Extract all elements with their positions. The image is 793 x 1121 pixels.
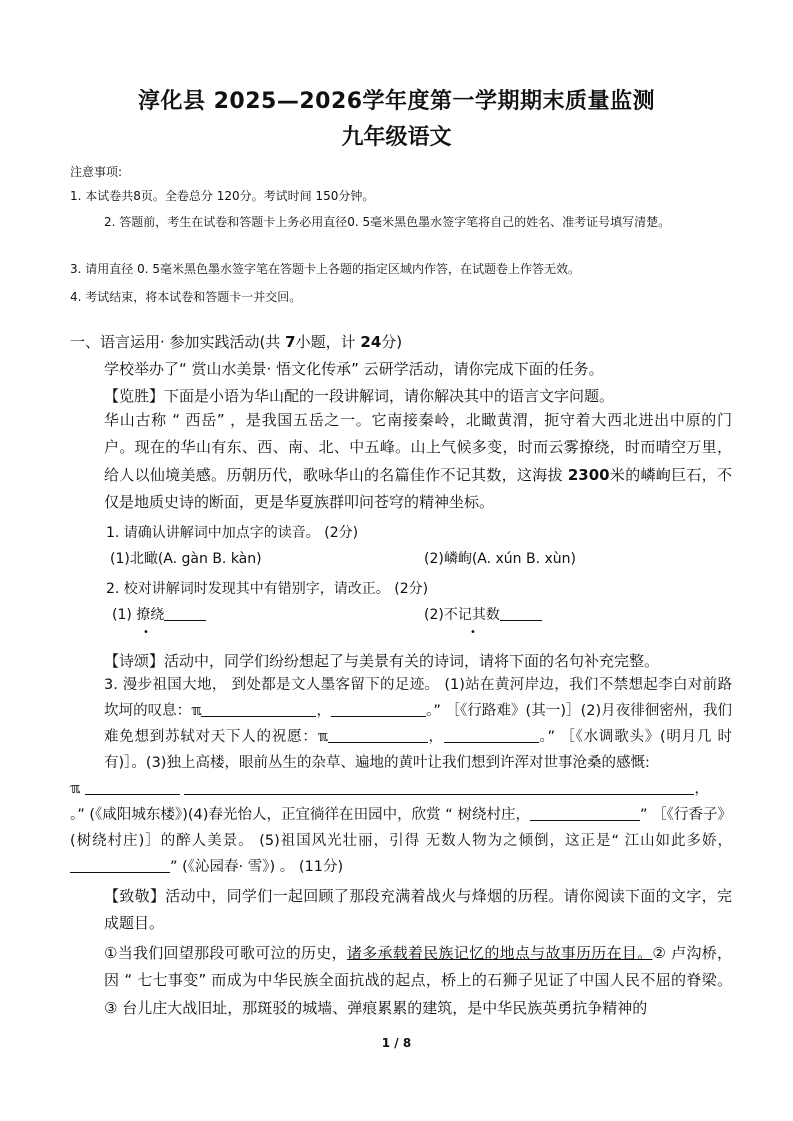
answer-blank[interactable] — [328, 728, 428, 743]
answer-blank[interactable] — [184, 780, 694, 795]
emphasis-dot: • — [470, 627, 476, 638]
notice-item-3: 3. 请用直径 0. 5毫米黑色墨水签字笔在答题卡上各题的指定区域内作答，在试题卷上作答无效。 — [70, 262, 580, 276]
question-2-item-2: (2)不记其数 — [424, 604, 724, 624]
page-title: 淳化县 2025—2026学年度第一学期期末质量监测 — [137, 89, 656, 114]
notice-item-1: 1. 本试卷共8页。全卷总分 120分。考试时间 150分钟。 — [70, 189, 375, 203]
answer-blank[interactable] — [201, 702, 316, 717]
section-heading: 一、语言运用· 参加实践活动(共 7小题，计 24分) — [70, 333, 403, 351]
question-1-option-b: (2)嶙峋(A. xún B. xùn) — [424, 551, 577, 567]
question-3: 3. 漫步祖国大地， 到处都是文人墨客留下的足迹。 (1)站在黄河岸边，我们不禁想起李白对前路坎坷的叹息：ℼ ， 。” ［《行路难》(其一)］(2)月夜徘徊密州，我们难免想到苏轼对天下人的祝愿：ℼ ， 。” ［《水调歌头》(明月几 时有)］。(3)独上高楼，眼前丛生的杂草、遍地的黄叶让我们想到许浑对世事沧桑的感慨: ℼ ， 。” (《咸阳城东楼》)(4)春光怡人，正宜徜徉在田园中，欣赏 “ 树绕村庄， ” ［《行香子》 (树绕村庄)］的醉人美景。 (5)祖国风光壮丽，引得 无数人物为之倾倒，这正是“ 江山如此多娇，” (《沁园春· 雪》) 。 (11分) — [70, 677, 733, 875]
section-intro: 学校举办了“ 赏山水美景· 悟文化传承” 云研学活动，请你完成下面的任务。 — [104, 360, 604, 378]
answer-blank[interactable] — [164, 606, 206, 621]
lansheng-instruction: 【览胜】下面是小语为华山配的一段讲解词，请你解决其中的语言文字问题。 — [104, 387, 615, 405]
huashan-passage: 华山古称 “ 西岳” ，是我国五岳之一。它南接秦岭，北瞰黄渭，扼守着大西北进出中原的门户。现在的华山有东、西、南、北、中五峰。山上气候多变，时而云雾撩绕，时而晴空万里，给人以仙境美感。历朝历代，歌咏华山的名篇佳作不记其数，这海拔 2300米的嶙峋巨石，不仅是地质史诗的断面，更是华夏族群叩问苍穹的精神坐标。 — [104, 411, 732, 511]
songshi-instruction: 【诗颂】活动中，同学们纷纷想起了与美景有关的诗词，请将下面的名句补充完整。 — [104, 652, 660, 670]
emphasis-dot: • — [143, 627, 149, 638]
notice-item-4: 4. 考试结束，将本试卷和答题卡一并交回。 — [70, 290, 302, 304]
history-passage: ①当我们回望那段可歌可泣的历史，诸多承载着民族记忆的地点与故事历历在目。② 卢沟桥，因 “ 七七事变” 而成为中华民族全面抗战的起点，桥上的石狮子见证了中国人民不屈的脊梁。 ③ 台儿庄大战旧址，那斑驳的城墙、弹痕累累的建筑，是中华民族英勇抗争精神的 — [104, 944, 733, 1017]
question-2-item-1: (1) 撩绕 — [112, 604, 412, 624]
answer-blank[interactable] — [331, 702, 426, 717]
page-number: 1 / 8 — [381, 1036, 412, 1050]
question-1-option-a: (1)北瞰(A. gàn B. kàn) — [110, 551, 262, 567]
zhijing-instruction: 【致敬】活动中，同学们一起回顾了那段充满着战火与烽烟的历程。请你阅读下面的文字，完成题目。 — [104, 887, 732, 933]
notice-item-2: 2. 答题前，考生在试卷和答题卡上务必用直径0. 5毫米黑色墨水签字笔将自己的姓名、准考证号填写清楚。 — [104, 215, 671, 229]
notice-heading: 注意事项: — [70, 165, 123, 179]
answer-blank[interactable] — [85, 780, 180, 795]
question-2: 2. 校对讲解词时发现其中有错别字，请改正。 (2分) — [106, 581, 429, 597]
answer-blank[interactable] — [530, 806, 640, 821]
answer-blank[interactable] — [70, 858, 170, 873]
question-1: 1. 请确认讲解词中加点字的读音。 (2分) — [106, 525, 359, 541]
answer-blank[interactable] — [444, 728, 539, 743]
page-subtitle: 九年级语文 — [341, 125, 452, 150]
answer-blank[interactable] — [500, 606, 542, 621]
